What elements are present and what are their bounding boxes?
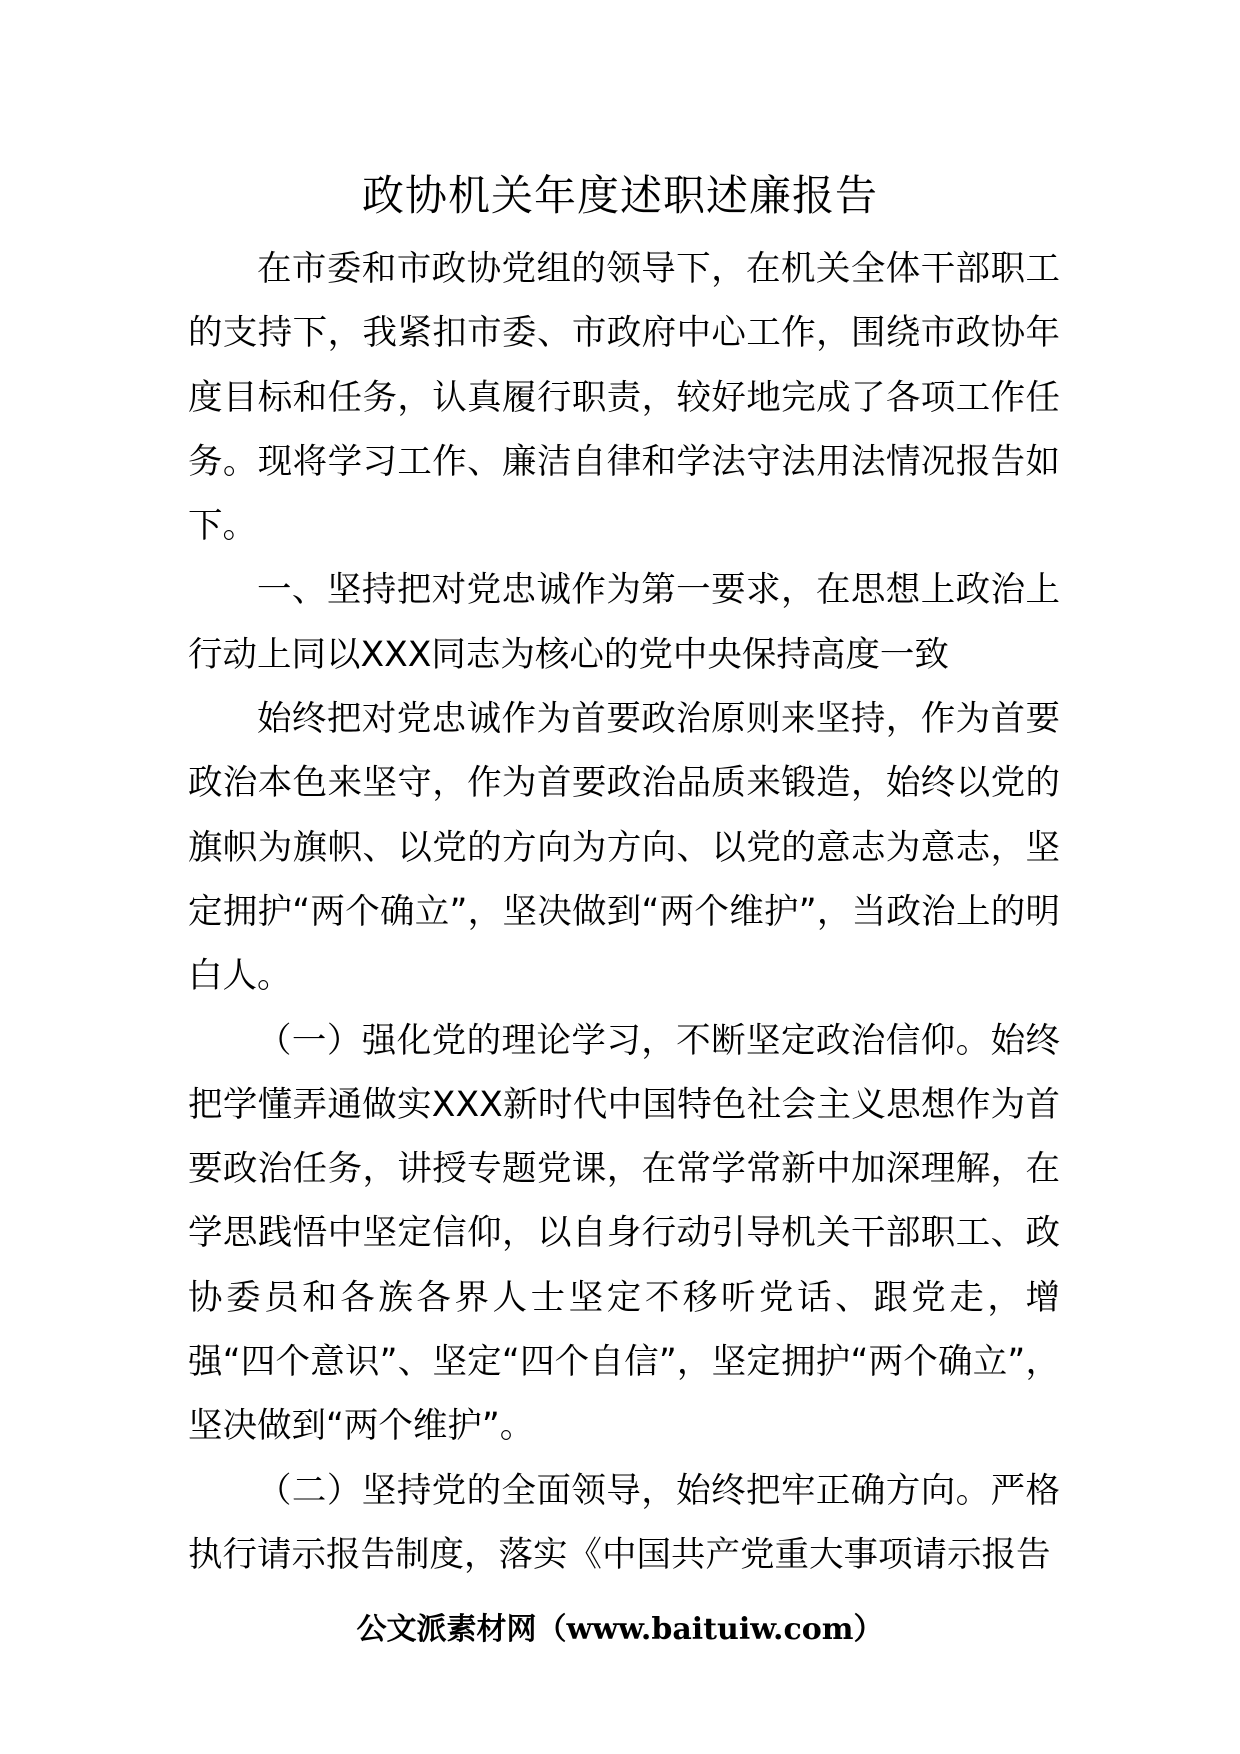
- footer-watermark: 公文派素材网（www.baituiw.com）: [356, 1612, 884, 1647]
- paragraph-intro: 在市委和市政协党组的领导下，在机关全体干部职工的支持下，我紧扣市委、市政府中心工作，围绕市政协年度目标和任务，认真履行职责，较好地完成了各项工作任务。现将学习工作、廉洁自律和学法守法用法情况报告如下。: [188, 249, 1060, 547]
- paragraph-theory-study: （一）强化党的理论学习，不断坚定政治信仰。始终把学懂弄通做实XXX新时代中国特色社会主义思想作为首要政治任务，讲授专题党课，在常学常新中加深理解，在学思践悟中坚定信仰，以自身行动引导机关干部职工、政协委员和各族各界人士坚定不移听党话、跟党走，增强“四个意识”、坚定“四个自信”，坚定拥护“两个确立”，坚决做到“两个维护”。: [188, 1020, 1060, 1447]
- section-heading-1: 一、坚持把对党忠诚作为第一要求，在思想上政治上行动上同以XXX同志为核心的党中央保持高度一致: [188, 570, 1060, 675]
- paragraph-loyalty: 始终把对党忠诚作为首要政治原则来坚持，作为首要政治本色来坚守，作为首要政治品质来锻造，始终以党的旗帜为旗帜、以党的方向为方向、以党的意志为意志，坚定拥护“两个确立”，坚决做到“两个维护”，当政治上的明白人。: [188, 699, 1060, 997]
- document-body: [188, 237, 1060, 1587]
- paragraph-party-leadership: （二）坚持党的全面领导，始终把牢正确方向。严格执行请示报告制度，落实《中国共产党重大事项请示报告: [188, 1470, 1060, 1575]
- document-title: 政协机关年度述职述廉报告: [361, 171, 878, 220]
